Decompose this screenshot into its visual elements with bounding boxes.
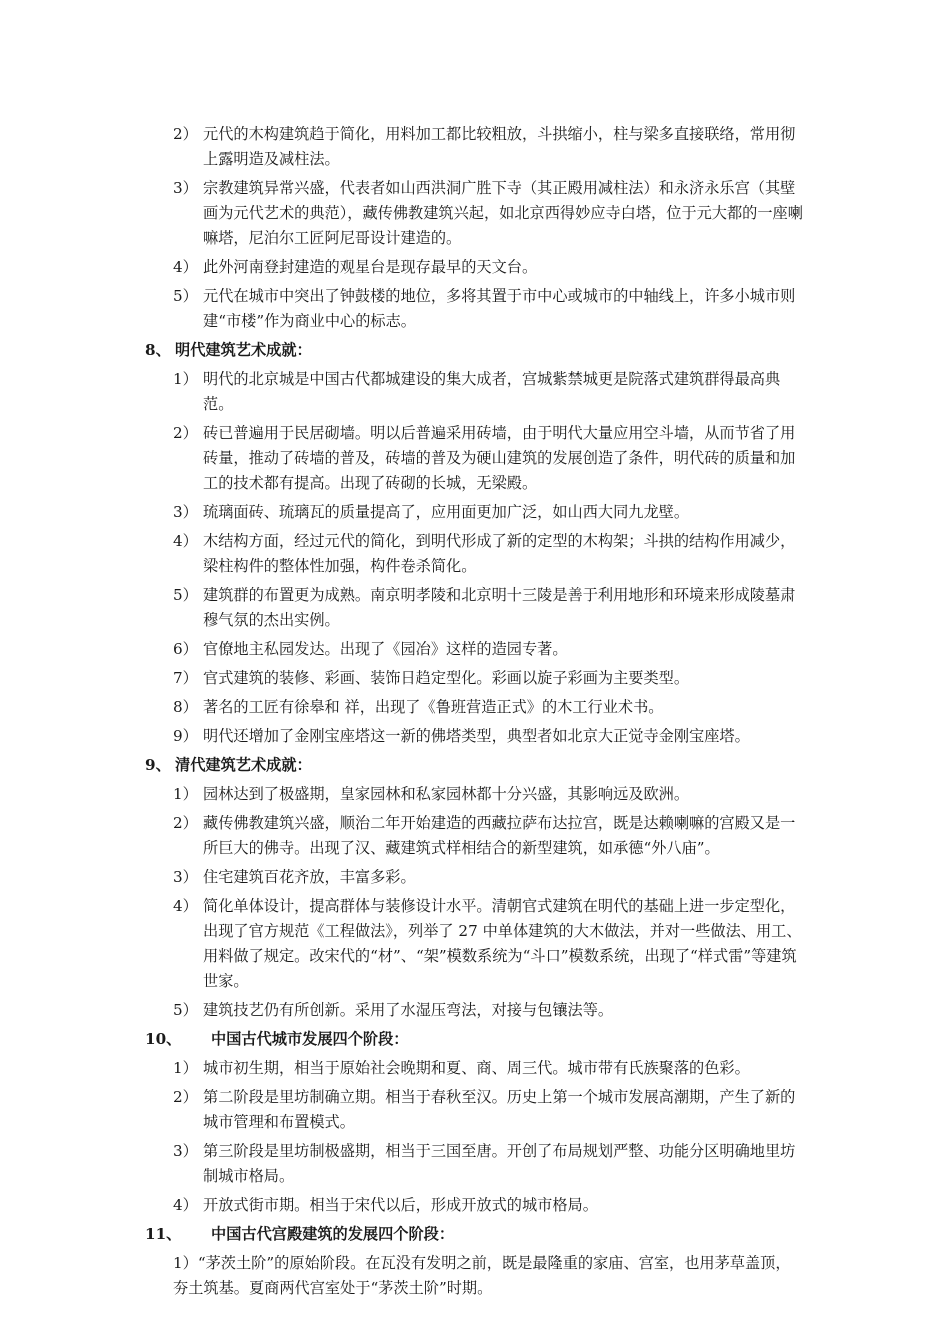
list-item <box>0 811 950 861</box>
list-item <box>0 695 950 720</box>
item-number: 6） <box>173 640 198 658</box>
item-text: 建筑技艺仍有所创新。采用了水湿压弯法，对接与包镶法等。 <box>203 1001 614 1019</box>
list-item <box>0 500 950 525</box>
list-item <box>0 1193 950 1218</box>
item-text: 藏传佛教建筑兴盛，顺治二年开始建造的西藏拉萨布达拉宫，既是达赖喇嘛的宫殿又是一所巨大的佛寺。出现了汉、藏建筑式样相结合的新型建筑，如承德“外八庙”。 <box>203 814 796 857</box>
list-item <box>0 865 950 890</box>
item-text: 简化单体设计，提高群体与装修设计水平。清朝官式建筑在明代的基础上进一步定型化，出现了官方规范《工程做法》，列举了 27 中单体建筑的大木做法，并对一些做法、用工、用料做了规定。改宋代的“材”、“架”模数系统为“斗口”模数系统，出现了“样式雷”等建筑世家。 <box>203 897 802 990</box>
item-number: 8） <box>173 698 198 716</box>
list-item <box>0 529 950 579</box>
section-title: 清代建筑艺术成就： <box>175 756 312 774</box>
list-item <box>0 724 950 749</box>
item-text: 明代的北京城是中国古代都城建设的集大成者，宫城紫禁城更是院落式建筑群得最高典范。 <box>203 370 781 413</box>
item-number: 2） <box>173 814 198 832</box>
item-number: 3） <box>173 179 198 197</box>
item-text: 元代在城市中突出了钟鼓楼的地位，多将其置于市中心或城市的中轴线上，许多小城市则建“市楼”作为商业中心的标志。 <box>203 287 796 330</box>
item-text: 城市初生期，相当于原始社会晚期和夏、商、周三代。城市带有氏族聚落的色彩。 <box>203 1059 750 1077</box>
item-number: 1） <box>173 370 198 388</box>
section-title: 明代建筑艺术成就： <box>175 341 312 359</box>
section-number: 10、 <box>145 1030 182 1048</box>
section-heading <box>0 338 950 363</box>
item-text: 木结构方面，经过元代的简化，到明代形成了新的定型的木构架；斗拱的结构作用减少，梁柱构件的整体性加强，构件卷杀简化。 <box>203 532 796 575</box>
section-number: 11、 <box>145 1225 182 1243</box>
item-number: 2） <box>173 1088 198 1106</box>
item-number: 4） <box>173 258 198 276</box>
list-item <box>0 637 950 662</box>
item-number: 5） <box>173 1001 198 1019</box>
item-number: 5） <box>173 287 198 305</box>
list-item <box>0 998 950 1023</box>
item-text: 明代还增加了金刚宝座塔这一新的佛塔类型，典型者如北京大正觉寺金刚宝座塔。 <box>203 727 750 745</box>
list-item <box>0 1085 950 1135</box>
item-text: 琉璃面砖、琉璃瓦的质量提高了，应用面更加广泛，如山西大同九龙壁。 <box>203 503 689 521</box>
section-title: 中国古代城市发展四个阶段： <box>211 1030 409 1048</box>
item-text: 第二阶段是里坊制确立期。相当于春秋至汉。历史上第一个城市发展高潮期，产生了新的城市管理和布置模式。 <box>203 1088 796 1131</box>
item-text: 第三阶段是里坊制极盛期，相当于三国至唐。开创了布局规划严整、功能分区明确地里坊制城市格局。 <box>203 1142 796 1185</box>
list-item <box>0 894 950 994</box>
list-item <box>0 1139 950 1189</box>
item-number: 1） <box>173 785 198 803</box>
item-number: 1） <box>173 1059 198 1077</box>
section-heading <box>0 1027 950 1052</box>
item-number: 2） <box>173 424 198 442</box>
item-number: 4） <box>173 1196 198 1214</box>
item-text: 元代的木构建筑趋于简化，用料加工都比较粗放，斗拱缩小，柱与梁多直接联络，常用彻上露明造及减柱法。 <box>203 125 796 168</box>
list-item <box>0 782 950 807</box>
list-item <box>0 666 950 691</box>
item-text: 著名的工匠有徐皋和 祥，出现了《鲁班营造正式》的木工行业术书。 <box>203 698 664 716</box>
item-number: 9） <box>173 727 198 745</box>
list-item <box>0 421 950 496</box>
item-number: 2） <box>173 125 198 143</box>
item-number: 3） <box>173 503 198 521</box>
list-item <box>0 176 950 251</box>
list-item <box>0 1056 950 1081</box>
section-heading <box>0 1222 950 1247</box>
list-item <box>0 367 950 417</box>
list-item <box>0 1251 950 1301</box>
section-heading <box>0 753 950 778</box>
list-item <box>0 122 950 172</box>
item-number: 5） <box>173 586 198 604</box>
item-number: 7） <box>173 669 198 687</box>
list-item <box>0 583 950 633</box>
section-number: 9、 <box>145 756 171 774</box>
list-item <box>0 255 950 280</box>
item-number: 3） <box>173 1142 198 1160</box>
item-text: 园林达到了极盛期，皇家园林和私家园林都十分兴盛，其影响远及欧洲。 <box>203 785 689 803</box>
list-item <box>0 284 950 334</box>
item-text: 官式建筑的装修、彩画、装饰日趋定型化。彩画以旋子彩画为主要类型。 <box>203 669 689 687</box>
item-number: 4） <box>173 897 198 915</box>
item-text: 砖已普遍用于民居砌墙。明以后普遍采用砖墙，由于明代大量应用空斗墙，从而节省了用砖量，推动了砖墙的普及，砖墙的普及为硬山建筑的发展创造了条件，明代砖的质量和加工的技术都有提高。出现了砖砌的长城，无梁殿。 <box>203 424 796 492</box>
item-text: 建筑群的布置更为成熟。南京明孝陵和北京明十三陵是善于利用地形和环境来形成陵墓肃穆气氛的杰出实例。 <box>203 586 796 629</box>
item-number: 4） <box>173 532 198 550</box>
item-text: 开放式街市期。相当于宋代以后，形成开放式的城市格局。 <box>203 1196 598 1214</box>
document-body <box>0 122 950 1305</box>
item-text: 1）“茅茨土阶”的原始阶段。在瓦没有发明之前，既是最隆重的家庙、宫室，也用茅草盖顶，夯土筑基。夏商两代宫室处于“茅茨土阶”时期。 <box>173 1254 791 1297</box>
item-text: 住宅建筑百花齐放，丰富多彩。 <box>203 868 416 886</box>
item-text: 此外河南登封建造的观星台是现存最早的天文台。 <box>203 258 538 276</box>
section-title: 中国古代宫殿建筑的发展四个阶段： <box>211 1225 454 1243</box>
item-text: 官僚地主私园发达。出现了《园冶》这样的造园专著。 <box>203 640 568 658</box>
section-number: 8、 <box>145 341 171 359</box>
item-number: 3） <box>173 868 198 886</box>
item-text: 宗教建筑异常兴盛，代表者如山西洪洞广胜下寺（其正殿用减柱法）和永济永乐宫（其壁画为元代艺术的典范），藏传佛教建筑兴起，如北京西得妙应寺白塔，位于元大都的一座喇嘛塔，尼泊尔工匠阿尼哥设计建造的。 <box>203 179 803 247</box>
